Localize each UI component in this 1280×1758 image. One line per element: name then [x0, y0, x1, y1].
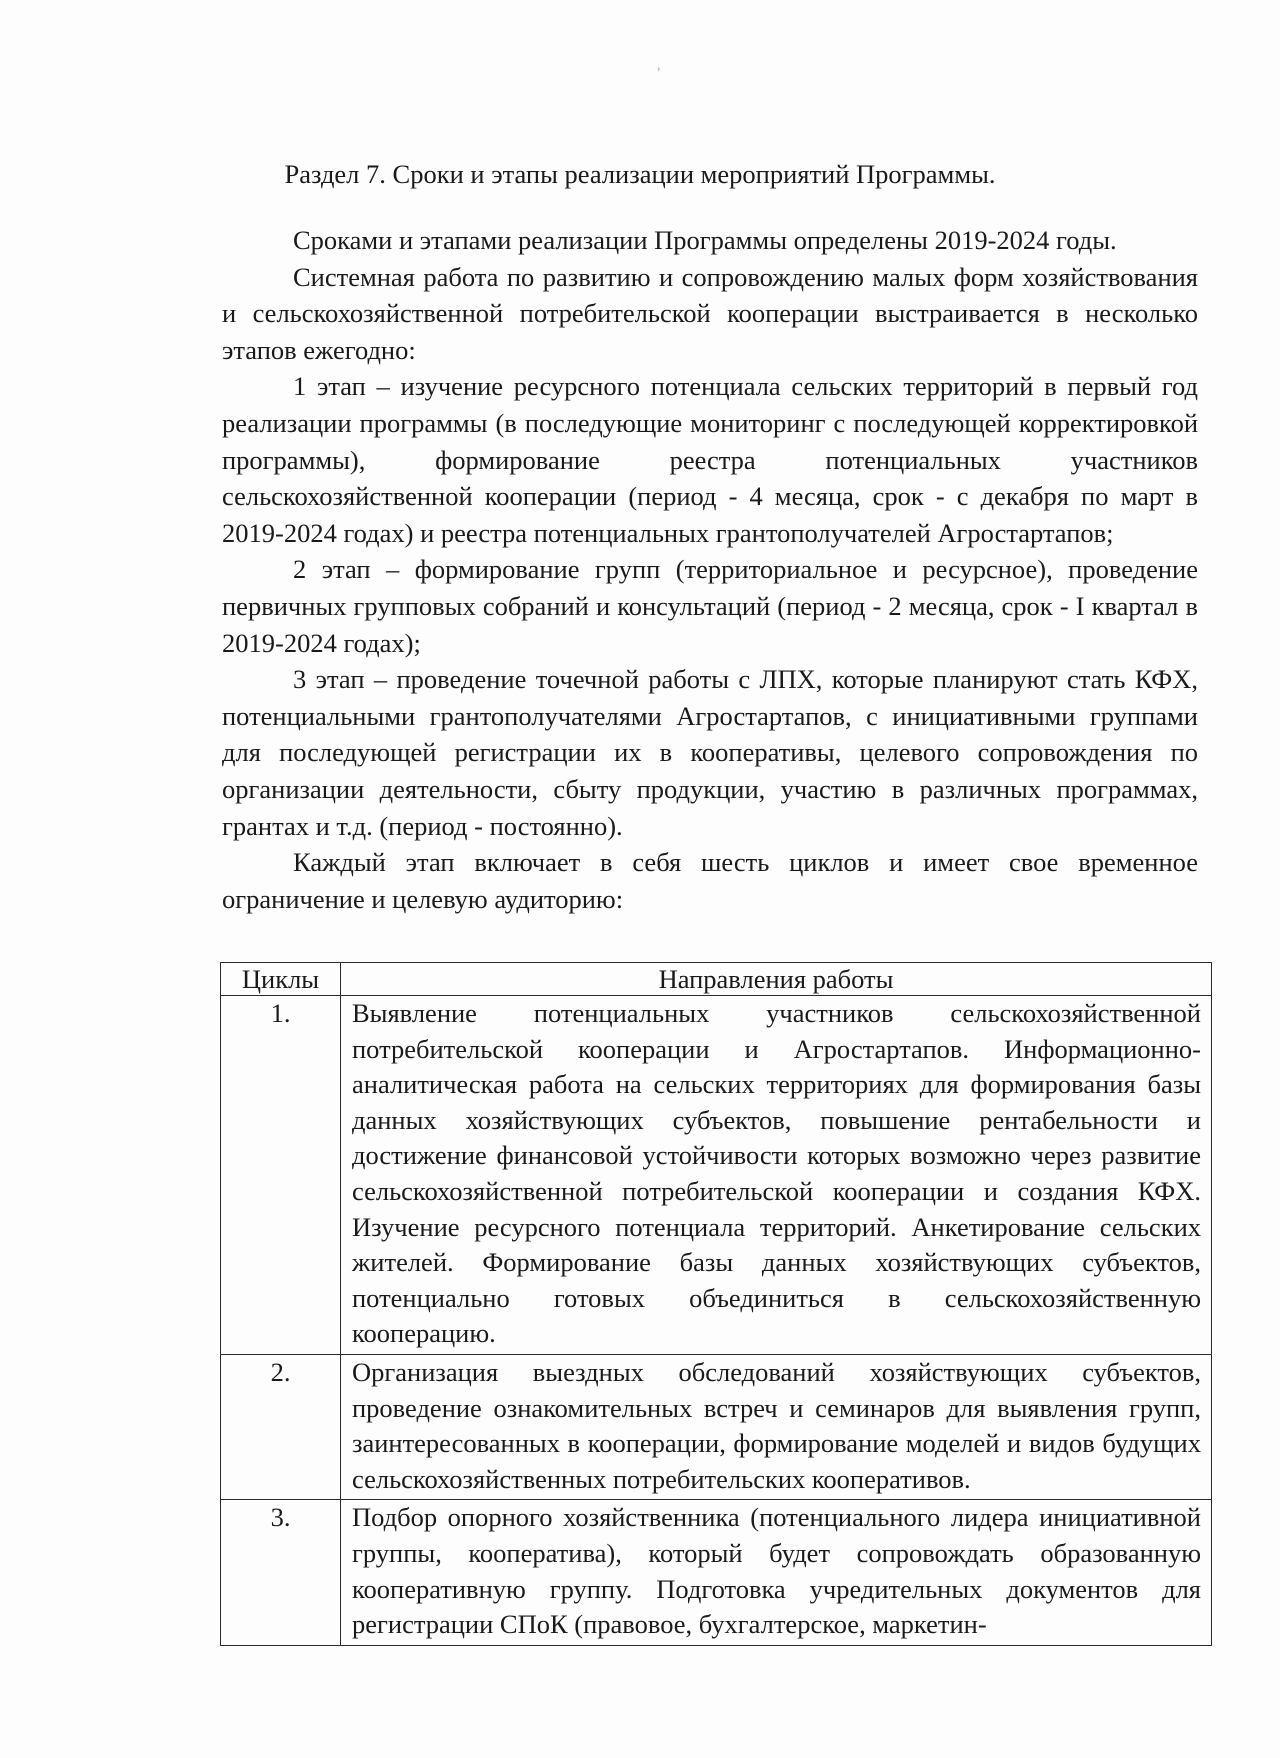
cycle-description: Подбор опорного хозяйственника (потенциального лидера инициативной группы, кооператива), который будет сопровождать образованную кооперативную группу. Подготовка учредительных документов для регистрации СПоК (правовое, бухгалтерское, маркетин-	[341, 1500, 1212, 1645]
header-directions: Направления работы	[341, 963, 1212, 996]
cycle-description: Организация выездных обследований хозяйствующих субъектов, проведение ознакомительных встреч и семинаров для выявления групп, заинтересованных в кооперации, формирование моделей и видов будущих сельскохозяйственных потребительских кооперативов.	[341, 1354, 1212, 1499]
section-heading: Раздел 7. Сроки и этапы реализации мероприятий Программы.	[284, 159, 996, 189]
scan-speck: ʾ	[656, 66, 662, 83]
paragraph-system-work: Системная работа по развитию и сопровождению малых форм хозяйствования и сельскохозяйственной потребительской кооперации выстраивается в несколько этапов ежегодно:	[222, 261, 1198, 365]
cycle-number: 2.	[221, 1354, 341, 1499]
table-header-row	[221, 963, 1212, 996]
paragraph-terms: Сроками и этапами реализации Программы определены 2019-2024 годы.	[293, 225, 1117, 255]
cycle-number: 3.	[221, 1500, 341, 1645]
cycles-table-wrap	[220, 962, 1212, 1646]
paragraph-cycles-intro: Каждый этап включает в себя шесть циклов и имеет свое временное ограничение и целевую аудиторию:	[222, 847, 1198, 914]
header-cycles: Циклы	[221, 963, 341, 996]
table-row	[221, 1500, 1212, 1645]
cycles-table	[220, 962, 1212, 1646]
table-row	[221, 996, 1212, 1355]
body-text	[222, 222, 1198, 917]
cycle-number: 1.	[221, 996, 341, 1355]
paragraph-stage-3: 3 этап – проведение точечной работы с ЛПХ, которые планируют стать КФХ, потенциальными грантополучателями Агростартапов, с инициативными группами для последующей регистрации их в кооперативы, целевого сопровождения по организации деятельности, сбыту продукции, участию в различных программах, грантах и т.д. (период - постоянно).	[222, 664, 1198, 841]
table-row	[221, 1354, 1212, 1499]
paragraph-stage-2: 2 этап – формирование групп (территориальное и ресурсное), проведение первичных групповых собраний и консультаций (период - 2 месяца, срок - I квартал в 2019-2024 годах);	[222, 554, 1198, 658]
paragraph-stage-1: 1 этап – изучение ресурсного потенциала сельских территорий в первый год реализации программы (в последующие мониторинг с последующей корректировкой программы), формирование реестра потенциальных участников сельскохозяйственной кооперации (период - 4 месяца, срок - с декабря по март в 2019-2024 годах) и реестра потенциальных грантополучателей Агростартапов;	[222, 371, 1198, 548]
cycle-description: Выявление потенциальных участников сельскохозяйственной потребительской кооперации и Агростартапов. Информационно-аналитическая работа на сельских территориях для формирования базы данных хозяйствующих субъектов, повышение рентабельности и достижение финансовой устойчивости которых возможно через развитие сельскохозяйственной потребительской кооперации и создания КФХ. Изучение ресурсного потенциала территорий. Анкетирование сельских жителей. Формирование базы данных хозяйствующих субъектов, потенциально готовых объединиться в сельскохозяйственную кооперацию.	[341, 996, 1212, 1355]
